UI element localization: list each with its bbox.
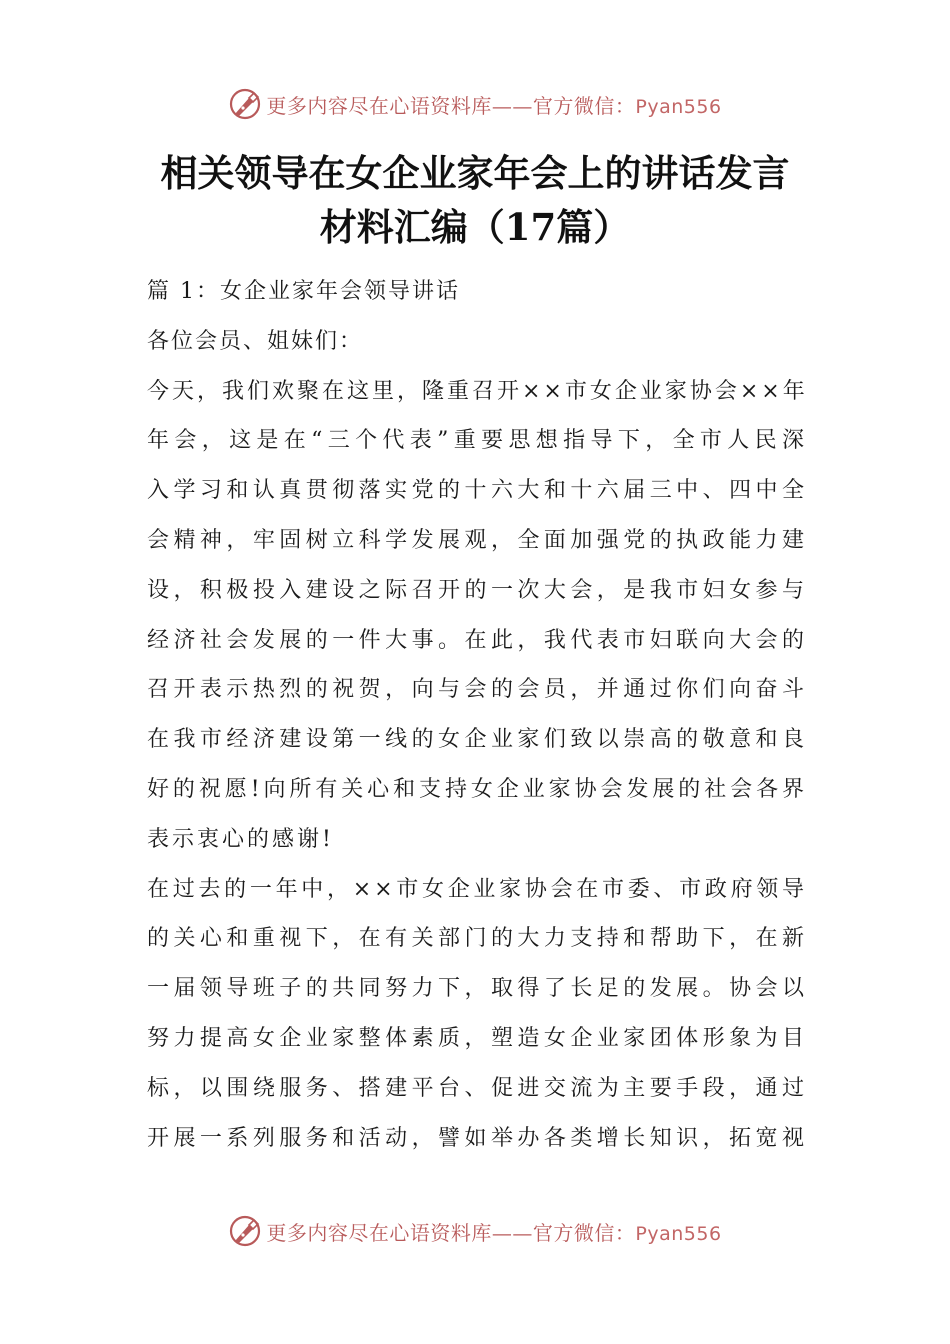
paragraph-line: 入学习和认真贯彻落实党的十六大和十六届三中、四中全 [147, 478, 807, 504]
paragraph-line: 年会，这是在“三个代表”重要思想指导下，全市人民深 [147, 428, 807, 454]
paragraph-line: 今天，我们欢聚在这里，隆重召开××市女企业家协会××年 [147, 378, 808, 404]
title-line-1: 相关领导在女企业家年会上的讲话发言 [160, 151, 790, 195]
paragraph-line: 召开表示热烈的祝贺，向与会的会员，并通过你们向奋斗 [147, 677, 807, 703]
banner-separator: —— [491, 93, 533, 118]
paragraph-line: 在我市经济建设第一线的女企业家们致以崇高的敬意和良 [147, 727, 807, 753]
banner-wechat-id: Pyan556 [635, 1222, 722, 1245]
footer-banner-text [266, 1217, 721, 1246]
paragraph-line: 开展一系列服务和活动，譬如举办各类增长知识，拓宽视 [147, 1125, 807, 1151]
paragraph-2 [147, 865, 807, 1164]
pen-nib-logo-icon [228, 1214, 262, 1248]
banner-slogan: 更多内容尽在心语资料库 [266, 1220, 492, 1245]
title-line-2: 材料汇编（17篇） [319, 205, 631, 249]
header-banner [0, 82, 950, 126]
pen-nib-logo-icon [228, 87, 262, 121]
paragraph-line: 设，积极投入建设之际召开的一次大会，是我市妇女参与 [147, 577, 807, 603]
paragraph-1 [147, 367, 807, 865]
paragraph-line: 在过去的一年中，××市女企业家协会在市委、市政府领导 [147, 876, 807, 902]
banner-separator: —— [491, 1220, 533, 1245]
paragraph-line: 一届领导班子的共同努力下，取得了长足的发展。协会以 [147, 976, 807, 1002]
salutation: 各位会员、姐妹们： [147, 328, 364, 354]
section-heading: 篇 1：女企业家年会领导讲话 [147, 279, 460, 304]
document-body [147, 267, 807, 1163]
banner-slogan: 更多内容尽在心语资料库 [266, 93, 492, 118]
banner-wechat-label: 官方微信： [532, 93, 636, 118]
paragraph-line: 经济社会发展的一件大事。在此，我代表市妇联向大会的 [147, 627, 807, 653]
paragraph-line: 会精神，牢固树立科学发展观，全面加强党的执政能力建 [147, 527, 807, 553]
header-banner-text [266, 90, 721, 119]
footer-banner [0, 1209, 950, 1253]
banner-wechat-id: Pyan556 [635, 95, 722, 118]
document-title [120, 146, 830, 254]
paragraph-line: 的关心和重视下，在有关部门的大力支持和帮助下，在新 [147, 926, 807, 952]
banner-wechat-label: 官方微信： [532, 1220, 636, 1245]
paragraph-line: 努力提高女企业家整体素质，塑造女企业家团体形象为目 [147, 1025, 807, 1051]
paragraph-line: 表示衷心的感谢! [147, 826, 334, 852]
paragraph-line: 好的祝愿!向所有关心和支持女企业家协会发展的社会各界 [147, 776, 807, 802]
paragraph-line: 标，以围绕服务、搭建平台、促进交流为主要手段，通过 [147, 1075, 807, 1101]
